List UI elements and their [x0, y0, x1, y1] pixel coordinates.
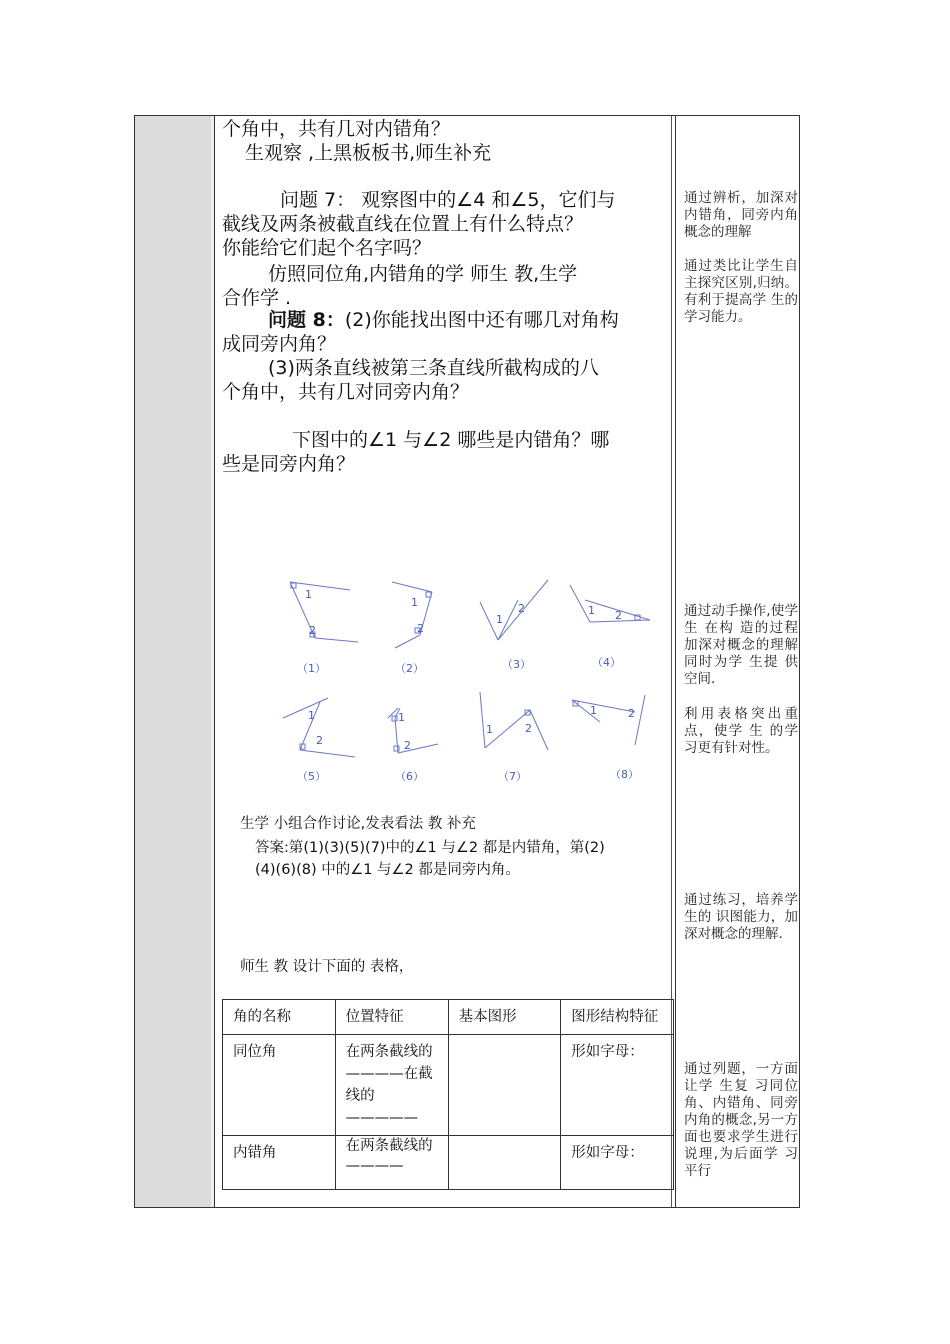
note-6: 通过列题，一方面让学 生复 习同位角、内错角、同旁内角的概念,另一方面也要求学生进行说理,为后面学 习 平行: [684, 1061, 798, 1179]
table-cell: 同位角: [223, 1035, 336, 1136]
note-4: 利用表格突出重点，使学 生 的学 习更有针对性。: [684, 706, 798, 756]
diagram-label-1: （1）: [297, 662, 326, 675]
exercise-line-a: 下图中的∠1 与∠2 哪些是内错角？哪: [292, 429, 610, 451]
d7-angle-2: 2: [525, 722, 532, 735]
table-cell: 在两条截线的————在截线的—————: [335, 1035, 448, 1136]
question-8-label: 问题 8：: [268, 309, 345, 331]
table-row: [223, 1035, 674, 1136]
diagram-label-8: （8）: [610, 768, 639, 781]
diagram-7: [480, 692, 548, 750]
table-cell: [448, 1136, 561, 1190]
note-2: 通过类比让学生自主探究区别,归纳。有利于提高学 生的 学习能力。: [684, 258, 798, 325]
question-8-line-a: [268, 308, 673, 332]
table-header-row: [223, 1000, 674, 1035]
d6-angle-2: 2: [404, 739, 411, 752]
d2-angle-2: 2: [417, 622, 424, 635]
line-1: 个角中，共有几对内错角？: [222, 118, 451, 140]
diagram-8: [572, 695, 645, 745]
imitate-line-b: 合作学 .: [222, 287, 292, 309]
diagram-label-2: （2）: [395, 662, 424, 675]
diagram-label-3: （3）: [502, 658, 531, 671]
answer-line-b: (4)(6)(8) 中的∠1 与∠2 都是同旁内角。: [255, 862, 520, 878]
table-cell: 形如字母：: [561, 1035, 674, 1136]
note-3: 通过动手操作,使学 生 在构 造的过程加深对概念的理解同时为学 生提 供空间.: [684, 603, 798, 687]
d7-angle-1: 1: [486, 723, 493, 736]
angle-figure: [130, 460, 670, 800]
exercise-line-b: 些是同旁内角？: [222, 453, 356, 475]
question-7-line-c: 你能给它们起个名字吗？: [222, 237, 432, 259]
line-2: 生观察 ,上黑板板书,师生补充: [245, 142, 492, 164]
diagram-3: [480, 580, 548, 640]
diagram-4: [570, 585, 650, 622]
diagram-label-4: （4）: [592, 656, 621, 669]
angle-feature-table: [222, 999, 674, 1190]
note-5: 通过练习，培养学 生的 识图能力，加深对概念的理解.: [684, 892, 798, 942]
question-8-text: (2)你能找出图中还有哪几对角构: [344, 309, 619, 331]
question-7-line-a: 问题 7： 观察图中的∠4 和∠5，它们与: [280, 189, 616, 211]
question-7-line-b: 截线及两条被截直线在位置上有什么特点？: [222, 213, 584, 235]
d8-angle-2: 2: [628, 707, 635, 720]
diagram-1: [290, 582, 358, 642]
diagram-6: [388, 708, 438, 753]
d8-angle-1: 1: [590, 704, 597, 717]
question-8-line-c: (3)两条直线被第三条直线所截构成的八: [268, 357, 599, 379]
d4-angle-2: 2: [615, 609, 622, 622]
table-header: 图形结构特征: [561, 1000, 674, 1035]
d5-angle-2: 2: [316, 734, 323, 747]
question-8-line-b: 成同旁内角？: [222, 333, 337, 355]
table-cell: 内错角: [223, 1136, 336, 1190]
table-cell: 在两条截线的————: [335, 1136, 448, 1190]
table-cell: 形如字母：: [561, 1136, 674, 1190]
d1-angle-1: 1: [305, 588, 312, 601]
d5-angle-1: 1: [308, 709, 315, 722]
diagram-label-5: （5）: [297, 770, 326, 783]
note-1: 通过辨析，加深对内错角，同旁内角概念的理解: [684, 190, 798, 240]
group-discussion: 生学 小组合作讨论,发表看法 教 补充: [240, 816, 476, 832]
d1-angle-2: 2: [309, 624, 316, 637]
diagram-label-6: （6）: [395, 770, 424, 783]
table-header: 位置特征: [335, 1000, 448, 1035]
d3-angle-2: 2: [518, 602, 525, 615]
table-row: [223, 1136, 674, 1190]
diagram-label-7: （7）: [498, 770, 527, 783]
question-8-line-d: 个角中，共有几对同旁内角？: [222, 381, 470, 403]
design-table-line: 师生 教 设计下面的 表格，: [240, 959, 414, 975]
d3-angle-1: 1: [496, 613, 503, 626]
table-header: 角的名称: [223, 1000, 336, 1035]
imitate-line-a: 仿照同位角,内错角的学 师生 教,生学: [268, 263, 578, 285]
table-cell: [448, 1035, 561, 1136]
d4-angle-1: 1: [588, 604, 595, 617]
diagram-2: [392, 582, 432, 648]
answer-line-a: 答案:第(1)(3)(5)(7)中的∠1 与∠2 都是内错角，第(2): [255, 840, 605, 856]
d6-angle-1: 1: [398, 711, 405, 724]
table-header: 基本图形: [448, 1000, 561, 1035]
d2-angle-1: 1: [411, 596, 418, 609]
diagram-5: [283, 698, 355, 757]
